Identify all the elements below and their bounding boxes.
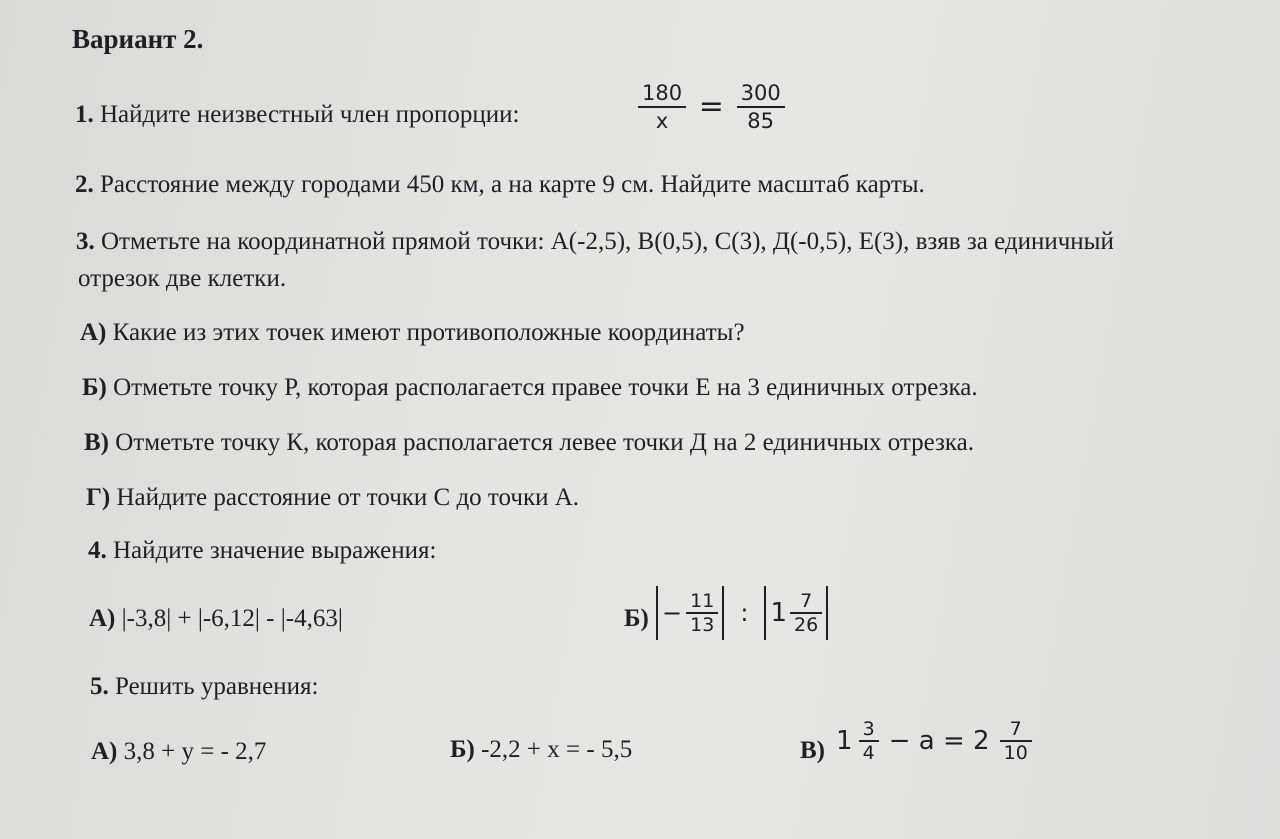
task4-a-expression: |-3,8| + |-6,12| - |-4,63| (121, 605, 343, 632)
task5-a (91, 737, 266, 767)
task5-c-letter-text: В) (800, 737, 825, 764)
denominator: 4 (862, 742, 875, 764)
equation-middle: − a = 2 (888, 726, 990, 756)
abs-value-2 (764, 586, 828, 640)
task3-number: 3. (76, 228, 95, 255)
task3-item-b-letter: Б) (82, 374, 107, 401)
task5-c-expression (836, 718, 1032, 764)
task3-item-a-text: Какие из этих точек имеют противоположные координаты? (112, 319, 745, 346)
task1-proportion (638, 80, 785, 134)
minus-sign: − (662, 599, 683, 627)
task4 (88, 536, 436, 566)
task5-a-expression: 3,8 + y = - 2,7 (123, 738, 267, 765)
task2 (75, 170, 925, 200)
task3-item-b-text: Отметьте точку Р, которая располагается правее точки Е на 3 единичных отрезка. (113, 374, 978, 401)
task3-item-d-text: Найдите расстояние от точки С до точки А. (116, 484, 580, 511)
task3-item-a (80, 318, 745, 348)
fraction-3-4 (859, 718, 879, 764)
task4-number: 4. (88, 537, 107, 564)
task5-number: 5. (90, 673, 109, 700)
fraction-7-10 (1000, 718, 1032, 764)
abs-value-1 (656, 586, 724, 640)
numerator: 3 (862, 718, 875, 740)
proportion-right-fraction (737, 80, 785, 134)
task4-b-letter (624, 604, 649, 634)
numerator: 7 (800, 590, 813, 612)
division-sign: : (740, 599, 749, 627)
task1-number: 1. (75, 101, 94, 128)
fraction-7-26 (790, 590, 822, 636)
task5-b-letter: Б) (450, 736, 475, 763)
task5-b-expression: -2,2 + x = - 5,5 (481, 736, 633, 763)
task5-b (450, 735, 632, 765)
task2-text: Расстояние между городами 450 км, а на карте 9 см. Найдите масштаб карты. (100, 171, 925, 198)
proportion-right-numerator: 300 (740, 81, 781, 105)
denominator: 10 (1003, 742, 1028, 764)
task3 (76, 227, 1114, 257)
proportion-left-numerator: 180 (642, 81, 683, 105)
task2-number: 2. (75, 171, 94, 198)
denominator: 26 (794, 614, 819, 636)
denominator: 13 (690, 614, 715, 636)
task3-line2: отрезок две клетки. (78, 265, 287, 292)
proportion-left-fraction (638, 80, 686, 134)
task3-item-b (82, 373, 978, 403)
whole-part: 1 (770, 598, 788, 628)
task4-a-letter: А) (89, 605, 116, 632)
task3-item-c (84, 428, 974, 458)
task5-c-letter (800, 736, 825, 766)
equals-sign: = (698, 89, 724, 124)
task4-a (89, 604, 343, 634)
task1-text: Найдите неизвестный член пропорции: (100, 101, 520, 128)
task3-item-c-letter: В) (84, 429, 109, 456)
fraction-11-13 (686, 590, 718, 636)
task4-text: Найдите значение выражения: (113, 537, 437, 564)
task3-item-c-text: Отметьте точку К, которая располагается левее точки Д на 2 единичных отрезка. (115, 429, 975, 456)
task3-item-d (86, 483, 579, 513)
variant-title: Вариант 2. (72, 24, 204, 54)
task5-text: Решить уравнения: (115, 673, 319, 700)
task5 (90, 672, 318, 702)
whole-part: 1 (836, 726, 853, 756)
proportion-right-denominator: 85 (747, 109, 775, 133)
task4-b-expression (656, 586, 828, 640)
task3-item-d-letter: Г) (86, 484, 111, 511)
numerator: 7 (1009, 718, 1022, 740)
task1 (75, 100, 519, 130)
proportion-left-denominator: x (655, 109, 669, 133)
task4-b-letter-text: Б) (624, 605, 649, 632)
task3-text-line1: Отметьте на координатной прямой точки: А(-2,5), В(0,5), С(3), Д(-0,5), Е(3), взяв за единичный (101, 228, 1114, 255)
task5-a-letter: А) (91, 738, 118, 765)
numerator: 11 (690, 590, 715, 612)
task3-item-a-letter: А) (80, 319, 107, 346)
